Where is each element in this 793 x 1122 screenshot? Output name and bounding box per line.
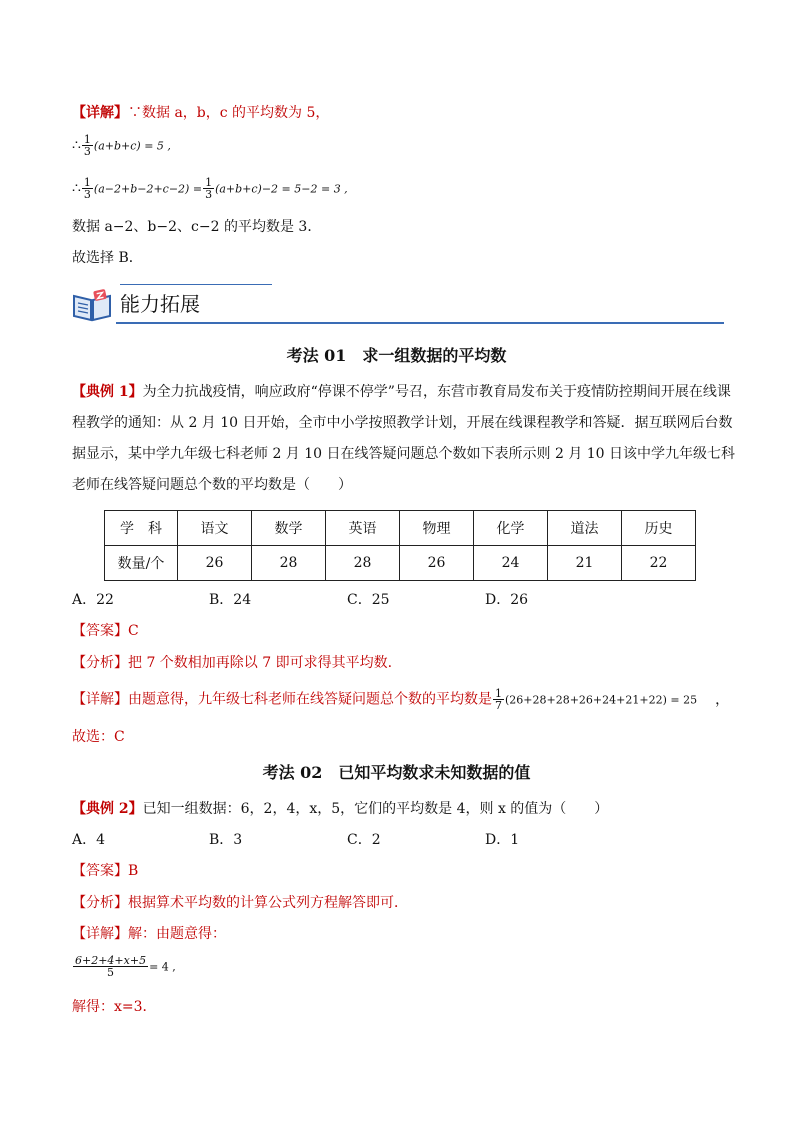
frac-den: 5 bbox=[107, 966, 115, 979]
table-cell: 26 bbox=[178, 546, 252, 581]
book-icon bbox=[72, 288, 112, 322]
option-b: B．3 bbox=[209, 832, 243, 848]
example-1-line-3 bbox=[72, 444, 735, 464]
table-cell: 26 bbox=[400, 546, 474, 581]
section-title: 能力拓展 bbox=[120, 292, 200, 316]
detail-text: 由题意得，九年级七科老师在线答疑问题总个数的平均数是 bbox=[128, 691, 492, 708]
option-a: A．4 bbox=[72, 832, 106, 848]
example-tag: 【典例 2】 bbox=[72, 801, 143, 817]
frac-num: 1 bbox=[83, 133, 91, 146]
analysis-line-2 bbox=[72, 893, 408, 913]
solve-text: 解得：x=3． bbox=[72, 999, 157, 1015]
question-text: 老师在线答疑问题总个数的平均数是（ ） bbox=[72, 477, 352, 493]
fraction bbox=[203, 177, 214, 200]
equation-line bbox=[72, 955, 176, 978]
fraction bbox=[82, 177, 93, 200]
option-d: D．1 bbox=[485, 832, 520, 848]
table-cell: 28 bbox=[326, 546, 400, 581]
detail-line-4 bbox=[72, 217, 321, 237]
table-cell: 语文 bbox=[178, 511, 252, 546]
frac-den: 3 bbox=[83, 188, 91, 201]
answer-value: C bbox=[128, 623, 139, 639]
comma: ， bbox=[715, 691, 730, 708]
data-table bbox=[104, 510, 696, 581]
detail-tag: 【详解】 bbox=[72, 926, 128, 942]
frac-num: 1 bbox=[495, 687, 502, 700]
option-c: C．2 bbox=[347, 832, 381, 848]
question-text: 已知一组数据：6，2，4，x，5，它们的平均数是 4，则 x 的值为（ ） bbox=[142, 801, 609, 817]
analysis-line-1 bbox=[72, 653, 392, 673]
table-cell: 数量/个 bbox=[105, 546, 178, 581]
detail-line-1 bbox=[72, 103, 329, 123]
table-cell: 化学 bbox=[474, 511, 548, 546]
section-header bbox=[72, 284, 724, 326]
detail-line-method-2 bbox=[72, 924, 226, 944]
expression: (a+b+c) = 5 , bbox=[93, 139, 171, 153]
detail-tag: 【详解】 bbox=[72, 691, 128, 708]
table-cell: 道法 bbox=[548, 511, 622, 546]
detail-tag: 【详解】 bbox=[72, 105, 128, 121]
detail-line-method-1 bbox=[72, 688, 729, 711]
fraction bbox=[73, 955, 148, 978]
detail-text: 解：由题意得： bbox=[128, 926, 226, 942]
expression: (26+28+28+26+24+21+22) = 25 bbox=[505, 693, 698, 707]
section-underline bbox=[116, 322, 724, 324]
option-a: A．22 bbox=[72, 592, 114, 608]
table-cell: 22 bbox=[622, 546, 696, 581]
table-cell: 历史 bbox=[622, 511, 696, 546]
example-tag: 【典例 1】 bbox=[72, 384, 143, 400]
table-cell: 物理 bbox=[400, 511, 474, 546]
table-cell: 数学 bbox=[252, 511, 326, 546]
table-cell: 21 bbox=[548, 546, 622, 581]
answer-line-1 bbox=[72, 621, 139, 641]
answer-tag: 【答案】 bbox=[72, 623, 128, 639]
method-2-heading: 考法 02 已知平均数求未知数据的值 bbox=[262, 763, 531, 782]
table-cell: 28 bbox=[252, 546, 326, 581]
answer-tag: 【答案】 bbox=[72, 863, 128, 879]
example-1-line-1 bbox=[72, 382, 731, 402]
frac-num: 1 bbox=[205, 176, 213, 189]
section-top-rule bbox=[120, 284, 272, 285]
detail-line-3 bbox=[72, 177, 348, 200]
frac-num: 6+2+4+x+5 bbox=[75, 954, 147, 967]
detail-choice: 故选择 B． bbox=[72, 250, 143, 266]
expression: (a−2+b−2+c−2) = bbox=[93, 182, 203, 196]
fraction bbox=[493, 688, 504, 711]
expression: (a+b+c)−2 = 5−2 = 3 , bbox=[215, 182, 348, 196]
example-1-line-4 bbox=[72, 475, 352, 495]
therefore-symbol: ∴ bbox=[72, 137, 81, 154]
fraction bbox=[82, 134, 93, 157]
question-text: 程教学的通知：从 2 月 10 日开始，全市中小学按照教学计划，开展在线课程教学和答疑．据互联网后台数 bbox=[72, 415, 733, 431]
analysis-tag: 【分析】 bbox=[72, 655, 128, 671]
choose-line-1 bbox=[72, 727, 125, 747]
table-cell: 英语 bbox=[326, 511, 400, 546]
detail-line-2 bbox=[72, 134, 171, 157]
detail-line-5 bbox=[72, 248, 143, 268]
table-row bbox=[105, 511, 696, 546]
option-b: B．24 bbox=[209, 592, 252, 608]
analysis-tag: 【分析】 bbox=[72, 895, 128, 911]
answer-value: B bbox=[128, 863, 139, 879]
table-cell: 24 bbox=[474, 546, 548, 581]
frac-den: 3 bbox=[83, 145, 91, 158]
solve-line bbox=[72, 997, 157, 1017]
analysis-text: 根据算术平均数的计算公式列方程解答即可． bbox=[128, 895, 408, 911]
table-row bbox=[105, 546, 696, 581]
option-c: C．25 bbox=[347, 592, 390, 608]
expression: = 4 , bbox=[149, 960, 176, 974]
frac-num: 1 bbox=[83, 176, 91, 189]
option-d: D．26 bbox=[485, 592, 529, 608]
method-1-heading: 考法 01 求一组数据的平均数 bbox=[286, 346, 507, 365]
detail-conclusion: 数据 a−2、b−2、c−2 的平均数是 3． bbox=[72, 219, 322, 235]
question-text: 据显示，某中学九年级七科老师 2 月 10 日在线答疑问题总个数如下表所示则 2 月 10 日该中学九年级七科 bbox=[72, 446, 736, 462]
analysis-text: 把 7 个数相加再除以 7 即可求得其平均数. bbox=[128, 655, 393, 671]
example-2-line-1 bbox=[72, 799, 608, 819]
example-1-line-2 bbox=[72, 413, 733, 433]
detail-text: ∵数据 a，b，c 的平均数为 5， bbox=[128, 105, 330, 121]
choose-text: 故选：C bbox=[72, 729, 125, 745]
therefore-symbol: ∴ bbox=[72, 180, 81, 197]
answer-line-2 bbox=[72, 861, 138, 881]
question-text: 为全力抗战疫情，响应政府“停课不停学”号召，东营市教育局发布关于疫情防控期间开展在线课 bbox=[142, 384, 731, 400]
frac-den: 3 bbox=[205, 188, 213, 201]
table-cell: 学 科 bbox=[105, 511, 178, 546]
frac-den: 7 bbox=[495, 699, 502, 712]
